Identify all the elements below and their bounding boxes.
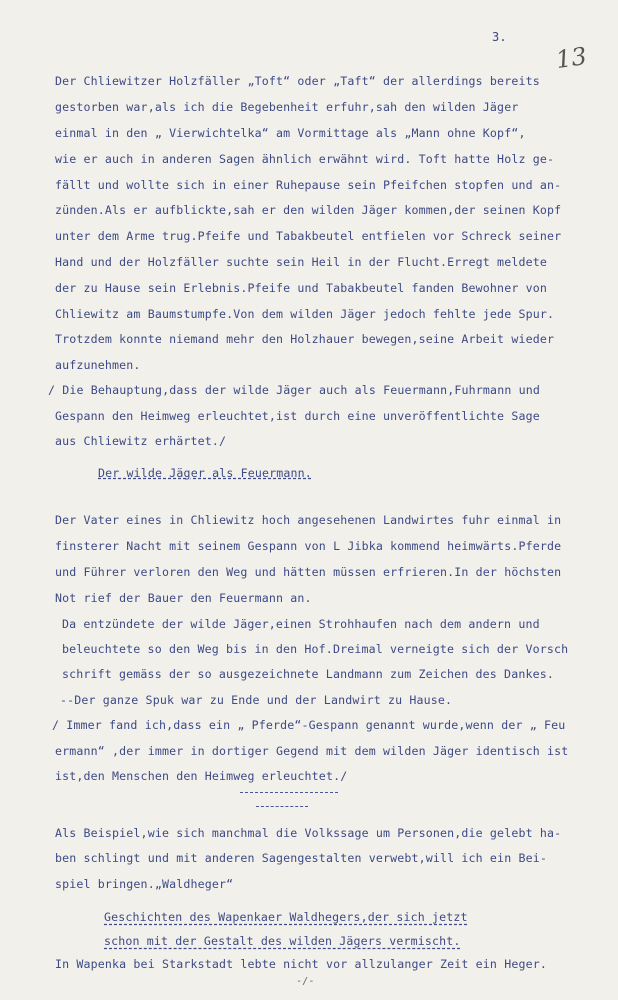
section-heading: Der wilde Jäger als Feuermann. — [98, 466, 312, 480]
text-line: ist,den Menschen den Heimweg erleuchtet./ — [55, 769, 348, 783]
text-line: ermann“ ,der immer in dortiger Gegend mit dem wilden Jäger identisch ist — [55, 744, 569, 758]
text-line: zünden.Als er aufblickte,sah er den wilden Jäger kommen,der seinen Kopf — [55, 203, 562, 217]
text-line: In Wapenka bei Starkstadt lebte nicht vor allzulanger Zeit ein Heger. — [55, 957, 547, 971]
section-heading-line: schon mit der Gestalt des wilden Jägers vermischt. — [104, 934, 461, 948]
text-line: einmal in den „ Vierwichtelka“ am Vormittage als „Mann ohne Kopf“, — [55, 126, 526, 140]
text-line: schrift gemäss der so ausgezeichnete Landmann zum Zeichen des Dankes. — [62, 667, 554, 681]
text-line: aus Chliewitz erhärtet./ — [55, 434, 227, 448]
text-line: unter dem Arme trug.Pfeife und Tabakbeutel entfielen vor Schreck seiner — [55, 229, 562, 243]
text-line: gestorben war,als ich die Begebenheit erfuhr,sah den wilden Jäger — [55, 100, 519, 114]
text-line: Hand und der Holzfäller suchte sein Heil in der Flucht.Erregt meldete — [55, 255, 547, 269]
text-line: Der Vater eines in Chliewitz hoch angesehenen Landwirtes fuhr einmal in — [55, 513, 562, 527]
text-line: Der Chliewitzer Holzfäller „Toft“ oder „Taft“ der allerdings bereits — [55, 74, 540, 88]
page-number: 3. — [492, 30, 507, 44]
text-line: / Die Behauptung,dass der wilde Jäger auch als Feuermann,Fuhrmann und — [48, 383, 540, 397]
text-line: finsterer Nacht mit seinem Gespann von L Jibka kommend heimwärts.Pferde — [55, 539, 562, 553]
text-line: Chliewitz am Baumstumpfe.Von dem wilden Jäger jedoch fehlte jede Spur. — [55, 307, 555, 321]
text-line: der zu Hause sein Erlebnis.Pfeife und Tabakbeutel fanden Bewohner von — [55, 281, 547, 295]
text-line: aufzunehmen. — [55, 358, 141, 372]
text-line: und Führer verloren den Weg und hätten müssen erfrieren.In der höchsten — [55, 565, 562, 579]
text-line: Da entzündete der wilde Jäger,einen Strohhaufen nach dem andern und — [62, 617, 540, 631]
text-line: wie er auch in anderen Sagen ähnlich erwähnt wird. Toft hatte Holz ge- — [55, 152, 555, 166]
archive-number: 13 — [554, 41, 589, 75]
text-line: Als Beispiel,wie sich manchmal die Volkssage um Personen,die gelebt ha- — [55, 826, 562, 840]
separator-line — [256, 806, 308, 807]
section-heading-line: Geschichten des Wapenkaer Waldhegers,der sich jetzt — [104, 910, 468, 924]
text-line: ben schlingt und mit anderen Sagengestalten verwebt,will ich ein Bei- — [55, 851, 547, 865]
text-line: Trotzdem konnte niemand mehr den Holzhauer bewegen,seine Arbeit wieder — [55, 332, 555, 346]
page-footer-mark: -/- — [296, 976, 315, 987]
text-line: Gespann den Heimweg erleuchtet,ist durch eine unveröffentlichte Sage — [55, 409, 540, 423]
text-line: --Der ganze Spuk war zu Ende und der Landwirt zu Hause. — [60, 693, 453, 707]
text-line: Not rief der Bauer den Feuermann an. — [55, 591, 312, 605]
text-line: / Immer fand ich,dass ein „ Pferde“-Gespann genannt wurde,wenn der „ Feu — [52, 718, 566, 732]
separator-line — [240, 792, 338, 793]
text-line: fällt und wollte sich in einer Ruhepause sein Pfeifchen stopfen und an- — [55, 178, 562, 192]
text-line: spiel bringen.„Waldheger“ — [55, 877, 234, 891]
text-line: beleuchtete so den Weg bis in den Hof.Dreimal verneigte sich der Vorsch — [62, 642, 569, 656]
